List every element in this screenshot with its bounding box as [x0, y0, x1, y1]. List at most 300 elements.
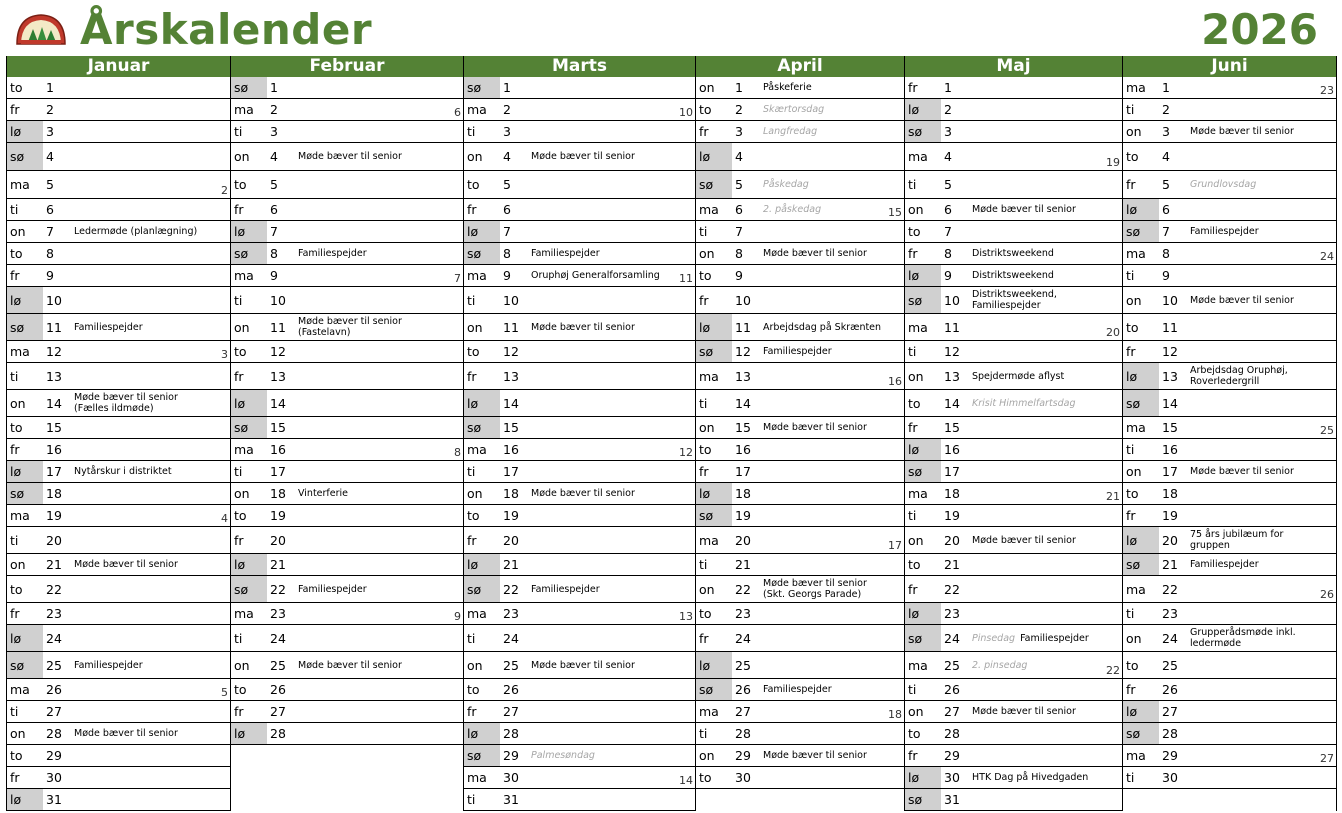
weekday-label: fr: [467, 704, 477, 719]
event-label: Møde bæver til senior: [298, 151, 402, 162]
weekday-label: fr: [1126, 177, 1136, 192]
weekday-label: ti: [234, 464, 243, 479]
day-number: 23: [503, 606, 519, 621]
day-number: 3: [735, 124, 743, 139]
weekday-label: sø: [231, 243, 267, 264]
weekday-label: ma: [699, 202, 719, 217]
weekday-label: ma: [467, 770, 487, 785]
weekday-label: on: [10, 395, 26, 411]
page-title: Årskalender: [80, 5, 373, 54]
day-number: 5: [735, 177, 743, 192]
week-number: 15: [888, 206, 902, 219]
day-row: [231, 363, 463, 390]
day-number: 23: [944, 606, 960, 621]
day-row: [905, 390, 1122, 417]
event-label: Familiespejder: [74, 321, 143, 333]
day-row: [905, 723, 1122, 745]
day-number: 29: [735, 748, 751, 763]
day-number: 6: [944, 202, 952, 217]
day-number: 7: [944, 224, 952, 239]
week-number: 11: [679, 272, 693, 285]
weekday-label: ti: [699, 557, 708, 572]
weekday-label: sø: [464, 576, 500, 602]
day-number: 18: [270, 486, 286, 501]
weekday-label: to: [699, 102, 712, 117]
day-row: [1123, 287, 1336, 314]
weekday-label: lø: [7, 121, 43, 142]
event-label: Påskeferie: [763, 82, 812, 93]
event-label: Møde bæver til senior (Fastelavn): [298, 316, 402, 338]
day-row: [464, 527, 695, 554]
day-row: [905, 483, 1122, 505]
day-number: 12: [944, 344, 960, 359]
weekday-label: fr: [234, 368, 244, 384]
month-header: Januar: [7, 56, 230, 77]
day-row: [905, 701, 1122, 723]
day-row: [696, 701, 904, 723]
day-row: [696, 576, 904, 603]
month-2: [464, 56, 696, 811]
day-row: [1123, 767, 1336, 789]
day-row: [1123, 121, 1336, 143]
day-row: [7, 603, 230, 625]
day-row: [464, 417, 695, 439]
event-label: Arbejdsdag Oruphøj, Roverledergrill: [1190, 365, 1288, 387]
day-row: [905, 417, 1122, 439]
day-number: 30: [944, 770, 960, 785]
day-row: [464, 554, 695, 576]
event-label: Møde bæver til senior: [972, 204, 1076, 215]
day-number: 15: [1162, 420, 1178, 435]
weekday-label: on: [699, 80, 715, 95]
day-row: [696, 221, 904, 243]
day-row: [7, 143, 230, 171]
day-number: 21: [735, 557, 751, 572]
day-row: [1123, 390, 1336, 417]
weekday-label: on: [699, 748, 715, 763]
day-number: 11: [270, 319, 286, 335]
day-number: 7: [46, 224, 54, 239]
calendar-year: 2026: [1201, 5, 1318, 54]
day-number: 24: [46, 630, 62, 646]
day-number: 2: [46, 102, 54, 117]
day-number: 28: [270, 726, 286, 741]
day-number: 27: [735, 704, 751, 719]
day-row: [464, 679, 695, 701]
day-row: [464, 143, 695, 171]
day-row: [696, 723, 904, 745]
weekday-label: to: [234, 508, 247, 523]
month-header: Juni: [1123, 56, 1336, 77]
day-row: [696, 121, 904, 143]
day-number: 13: [1162, 368, 1178, 384]
holiday-label: Krisit Himmelfartsdag: [972, 397, 1076, 409]
day-number: 31: [944, 792, 960, 807]
weekday-label: ma: [699, 704, 719, 719]
day-number: 17: [944, 464, 960, 479]
day-number: 21: [944, 557, 960, 572]
day-number: 24: [503, 630, 519, 646]
day-number: 6: [46, 202, 54, 217]
weekday-label: on: [1126, 630, 1142, 646]
day-number: 1: [270, 80, 278, 95]
day-number: 10: [1162, 292, 1178, 308]
event-label: Vinterferie: [298, 488, 349, 499]
weekday-label: to: [467, 177, 480, 192]
weekday-label: fr: [908, 748, 918, 763]
day-number: 26: [46, 682, 62, 697]
event-label: Familiespejder: [1190, 559, 1259, 570]
day-number: 4: [270, 149, 278, 164]
weekday-label: fr: [467, 368, 477, 384]
weekday-label: lø: [905, 99, 941, 120]
weekday-label: on: [467, 486, 483, 501]
weekday-label: lø: [231, 390, 267, 416]
day-number: 9: [735, 268, 743, 283]
day-row: [231, 171, 463, 199]
holiday-label: 2. påskedag: [763, 204, 822, 215]
day-number: 13: [503, 368, 519, 384]
week-number: 26: [1320, 588, 1334, 601]
weekday-label: fr: [234, 202, 244, 217]
day-row: [696, 527, 904, 554]
day-row: [696, 603, 904, 625]
day-number: 13: [270, 368, 286, 384]
day-number: 20: [735, 532, 751, 548]
day-row: [7, 701, 230, 723]
weekday-label: sø: [905, 625, 941, 651]
weekday-label: lø: [905, 439, 941, 460]
day-number: 28: [944, 726, 960, 741]
day-row: [905, 341, 1122, 363]
day-row: [231, 287, 463, 314]
event-label: Møde bæver til senior: [74, 559, 178, 570]
day-row: [905, 314, 1122, 341]
holiday-label: Påskedag: [763, 179, 809, 190]
empty-day-row: [231, 767, 463, 789]
day-row: [1123, 679, 1336, 701]
weekday-label: to: [10, 420, 23, 435]
weekday-label: to: [908, 557, 921, 572]
day-number: 9: [46, 268, 54, 283]
empty-day-row: [231, 789, 463, 811]
day-number: 30: [1162, 770, 1178, 785]
weekday-label: lø: [231, 554, 267, 575]
day-number: 12: [270, 344, 286, 359]
day-row: [696, 390, 904, 417]
day-number: 20: [503, 532, 519, 548]
day-number: 23: [735, 606, 751, 621]
day-row: [696, 554, 904, 576]
week-number: 21: [1106, 490, 1120, 503]
day-row: [905, 265, 1122, 287]
weekday-label: on: [908, 202, 924, 217]
day-number: 16: [735, 442, 751, 457]
day-row: [905, 121, 1122, 143]
weekday-label: ti: [467, 630, 476, 646]
day-row: [7, 417, 230, 439]
day-row: [7, 287, 230, 314]
day-row: [1123, 341, 1336, 363]
day-number: 18: [46, 486, 62, 501]
day-row: [1123, 603, 1336, 625]
day-number: 17: [503, 464, 519, 479]
day-number: 23: [46, 606, 62, 621]
weekday-label: on: [234, 319, 250, 335]
day-number: 15: [735, 420, 751, 435]
event-label: Møde bæver til senior: [1190, 294, 1294, 306]
day-number: 2: [270, 102, 278, 117]
day-row: [1123, 243, 1336, 265]
day-row: [231, 554, 463, 576]
day-row: [231, 652, 463, 679]
day-row: [464, 390, 695, 417]
weekday-label: ti: [467, 464, 476, 479]
day-number: 25: [735, 657, 751, 673]
day-row: [231, 576, 463, 603]
day-number: 27: [503, 704, 519, 719]
week-number: 20: [1106, 326, 1120, 339]
day-number: 26: [503, 682, 519, 697]
day-number: 10: [46, 292, 62, 308]
event-label: Familiespejder: [74, 659, 143, 671]
event-cell: [972, 625, 1116, 651]
weekday-label: ma: [908, 319, 928, 335]
weekday-label: ti: [699, 224, 708, 239]
weekday-label: ma: [467, 606, 487, 621]
week-number: 19: [1106, 156, 1120, 169]
weekday-label: fr: [10, 102, 20, 117]
weekday-label: sø: [696, 341, 732, 362]
month-5: [1123, 56, 1337, 811]
day-row: [7, 243, 230, 265]
weekday-label: lø: [696, 314, 732, 340]
day-row: [231, 390, 463, 417]
day-row: [696, 99, 904, 121]
day-number: 7: [1162, 224, 1170, 239]
scout-logo-icon: [15, 12, 67, 46]
day-row: [7, 576, 230, 603]
weekday-label: fr: [10, 442, 20, 457]
weekday-label: fr: [699, 292, 709, 308]
weekday-label: ma: [10, 177, 30, 192]
weekday-label: ma: [234, 606, 254, 621]
day-row: [7, 483, 230, 505]
day-number: 8: [503, 246, 511, 261]
week-number: 3: [221, 348, 228, 361]
day-row: [7, 341, 230, 363]
day-row: [1123, 505, 1336, 527]
week-number: 14: [679, 774, 693, 787]
event-label: Møde bæver til senior: [763, 422, 867, 433]
event-label: Familiespejder: [1020, 632, 1089, 644]
weekday-label: lø: [696, 652, 732, 678]
day-row: [7, 554, 230, 576]
week-number: 24: [1320, 250, 1334, 263]
day-number: 22: [1162, 581, 1178, 597]
event-label: Møde bæver til senior: [763, 750, 867, 761]
day-row: [696, 341, 904, 363]
day-number: 11: [944, 319, 960, 335]
weekday-label: fr: [908, 80, 918, 95]
day-number: 3: [270, 124, 278, 139]
day-row: [7, 652, 230, 679]
day-number: 19: [46, 508, 62, 523]
weekday-label: sø: [231, 417, 267, 438]
day-row: [231, 679, 463, 701]
day-number: 20: [1162, 532, 1178, 548]
day-number: 3: [1162, 124, 1170, 139]
weekday-label: to: [699, 442, 712, 457]
weekday-label: ma: [908, 486, 928, 501]
weekday-label: ma: [699, 368, 719, 384]
day-row: [905, 287, 1122, 314]
weekday-label: lø: [696, 483, 732, 504]
day-row: [464, 77, 695, 99]
weekday-label: sø: [231, 576, 267, 602]
week-number: 22: [1106, 664, 1120, 677]
day-row: [231, 99, 463, 121]
week-number: 8: [454, 446, 461, 459]
weekday-label: lø: [1123, 199, 1159, 220]
weekday-label: to: [234, 682, 247, 697]
day-number: 9: [944, 268, 952, 283]
day-number: 29: [1162, 748, 1178, 763]
weekday-label: fr: [234, 704, 244, 719]
day-number: 22: [270, 581, 286, 597]
weekday-label: on: [234, 149, 250, 164]
day-row: [464, 221, 695, 243]
day-row: [7, 527, 230, 554]
event-label: Møde bæver til senior: [763, 248, 867, 259]
weekday-label: fr: [10, 770, 20, 785]
weekday-label: ti: [1126, 442, 1135, 457]
day-row: [231, 417, 463, 439]
weekday-label: lø: [1123, 527, 1159, 553]
event-label: Familiespejder: [1190, 226, 1259, 237]
day-number: 2: [503, 102, 511, 117]
day-row: [231, 701, 463, 723]
day-number: 10: [503, 292, 519, 308]
day-number: 14: [735, 395, 751, 411]
day-number: 19: [503, 508, 519, 523]
day-number: 30: [735, 770, 751, 785]
event-label: Familiespejder: [763, 684, 832, 695]
day-number: 1: [503, 80, 511, 95]
weekday-label: ma: [467, 268, 487, 283]
day-number: 18: [944, 486, 960, 501]
day-number: 24: [1162, 630, 1178, 646]
weekday-label: on: [467, 319, 483, 335]
day-number: 15: [46, 420, 62, 435]
day-number: 13: [735, 368, 751, 384]
day-number: 31: [503, 792, 519, 807]
day-row: [464, 625, 695, 652]
day-number: 20: [944, 532, 960, 548]
weekday-label: lø: [464, 221, 500, 242]
week-number: 17: [888, 539, 902, 552]
day-number: 21: [503, 557, 519, 572]
month-header: April: [696, 56, 904, 77]
day-row: [696, 417, 904, 439]
holiday-label: Skærtorsdag: [763, 104, 825, 115]
event-label: Møde bæver til senior: [298, 659, 402, 671]
weekday-label: on: [699, 581, 715, 597]
holiday-label: 2. pinsedag: [972, 659, 1028, 671]
day-row: [905, 767, 1122, 789]
day-row: [464, 576, 695, 603]
day-row: [1123, 314, 1336, 341]
day-row: [464, 789, 695, 811]
event-label: 75 års jubilæum for gruppen: [1190, 529, 1284, 551]
day-number: 23: [1162, 606, 1178, 621]
holiday-label: Grundlovsdag: [1190, 179, 1257, 190]
day-row: [905, 625, 1122, 652]
weekday-label: sø: [7, 652, 43, 678]
weekday-label: ti: [908, 344, 917, 359]
weekday-label: lø: [464, 390, 500, 416]
day-row: [464, 439, 695, 461]
weekday-label: sø: [905, 121, 941, 142]
day-number: 25: [270, 657, 286, 673]
day-row: [905, 77, 1122, 99]
day-row: [231, 341, 463, 363]
week-number: 7: [454, 272, 461, 285]
day-row: [696, 461, 904, 483]
day-number: 6: [270, 202, 278, 217]
day-row: [7, 199, 230, 221]
weekday-label: to: [699, 770, 712, 785]
weekday-label: ti: [234, 124, 243, 139]
day-number: 17: [1162, 464, 1178, 479]
day-number: 20: [270, 532, 286, 548]
day-number: 2: [1162, 102, 1170, 117]
day-row: [7, 723, 230, 745]
day-row: [7, 99, 230, 121]
weekday-label: to: [1126, 486, 1139, 501]
day-row: [464, 287, 695, 314]
day-number: 26: [944, 682, 960, 697]
weekday-label: fr: [1126, 508, 1136, 523]
day-number: 14: [46, 395, 62, 411]
weekday-label: sø: [696, 505, 732, 526]
day-number: 1: [1162, 80, 1170, 95]
weekday-label: to: [467, 508, 480, 523]
weekday-label: lø: [1123, 701, 1159, 722]
weekday-label: lø: [231, 221, 267, 242]
day-row: [905, 554, 1122, 576]
day-number: 24: [944, 630, 960, 646]
day-row: [464, 99, 695, 121]
month-0: [6, 56, 231, 811]
day-number: 16: [270, 442, 286, 457]
day-row: [1123, 199, 1336, 221]
day-row: [464, 767, 695, 789]
day-number: 4: [735, 149, 743, 164]
weekday-label: sø: [696, 171, 732, 198]
day-row: [696, 767, 904, 789]
day-row: [905, 679, 1122, 701]
weekday-label: sø: [696, 679, 732, 700]
day-number: 19: [735, 508, 751, 523]
day-number: 23: [270, 606, 286, 621]
day-row: [905, 199, 1122, 221]
day-number: 17: [735, 464, 751, 479]
day-number: 14: [270, 395, 286, 411]
weekday-label: to: [908, 726, 921, 741]
day-row: [231, 461, 463, 483]
event-label: Distriktsweekend: [972, 270, 1054, 281]
